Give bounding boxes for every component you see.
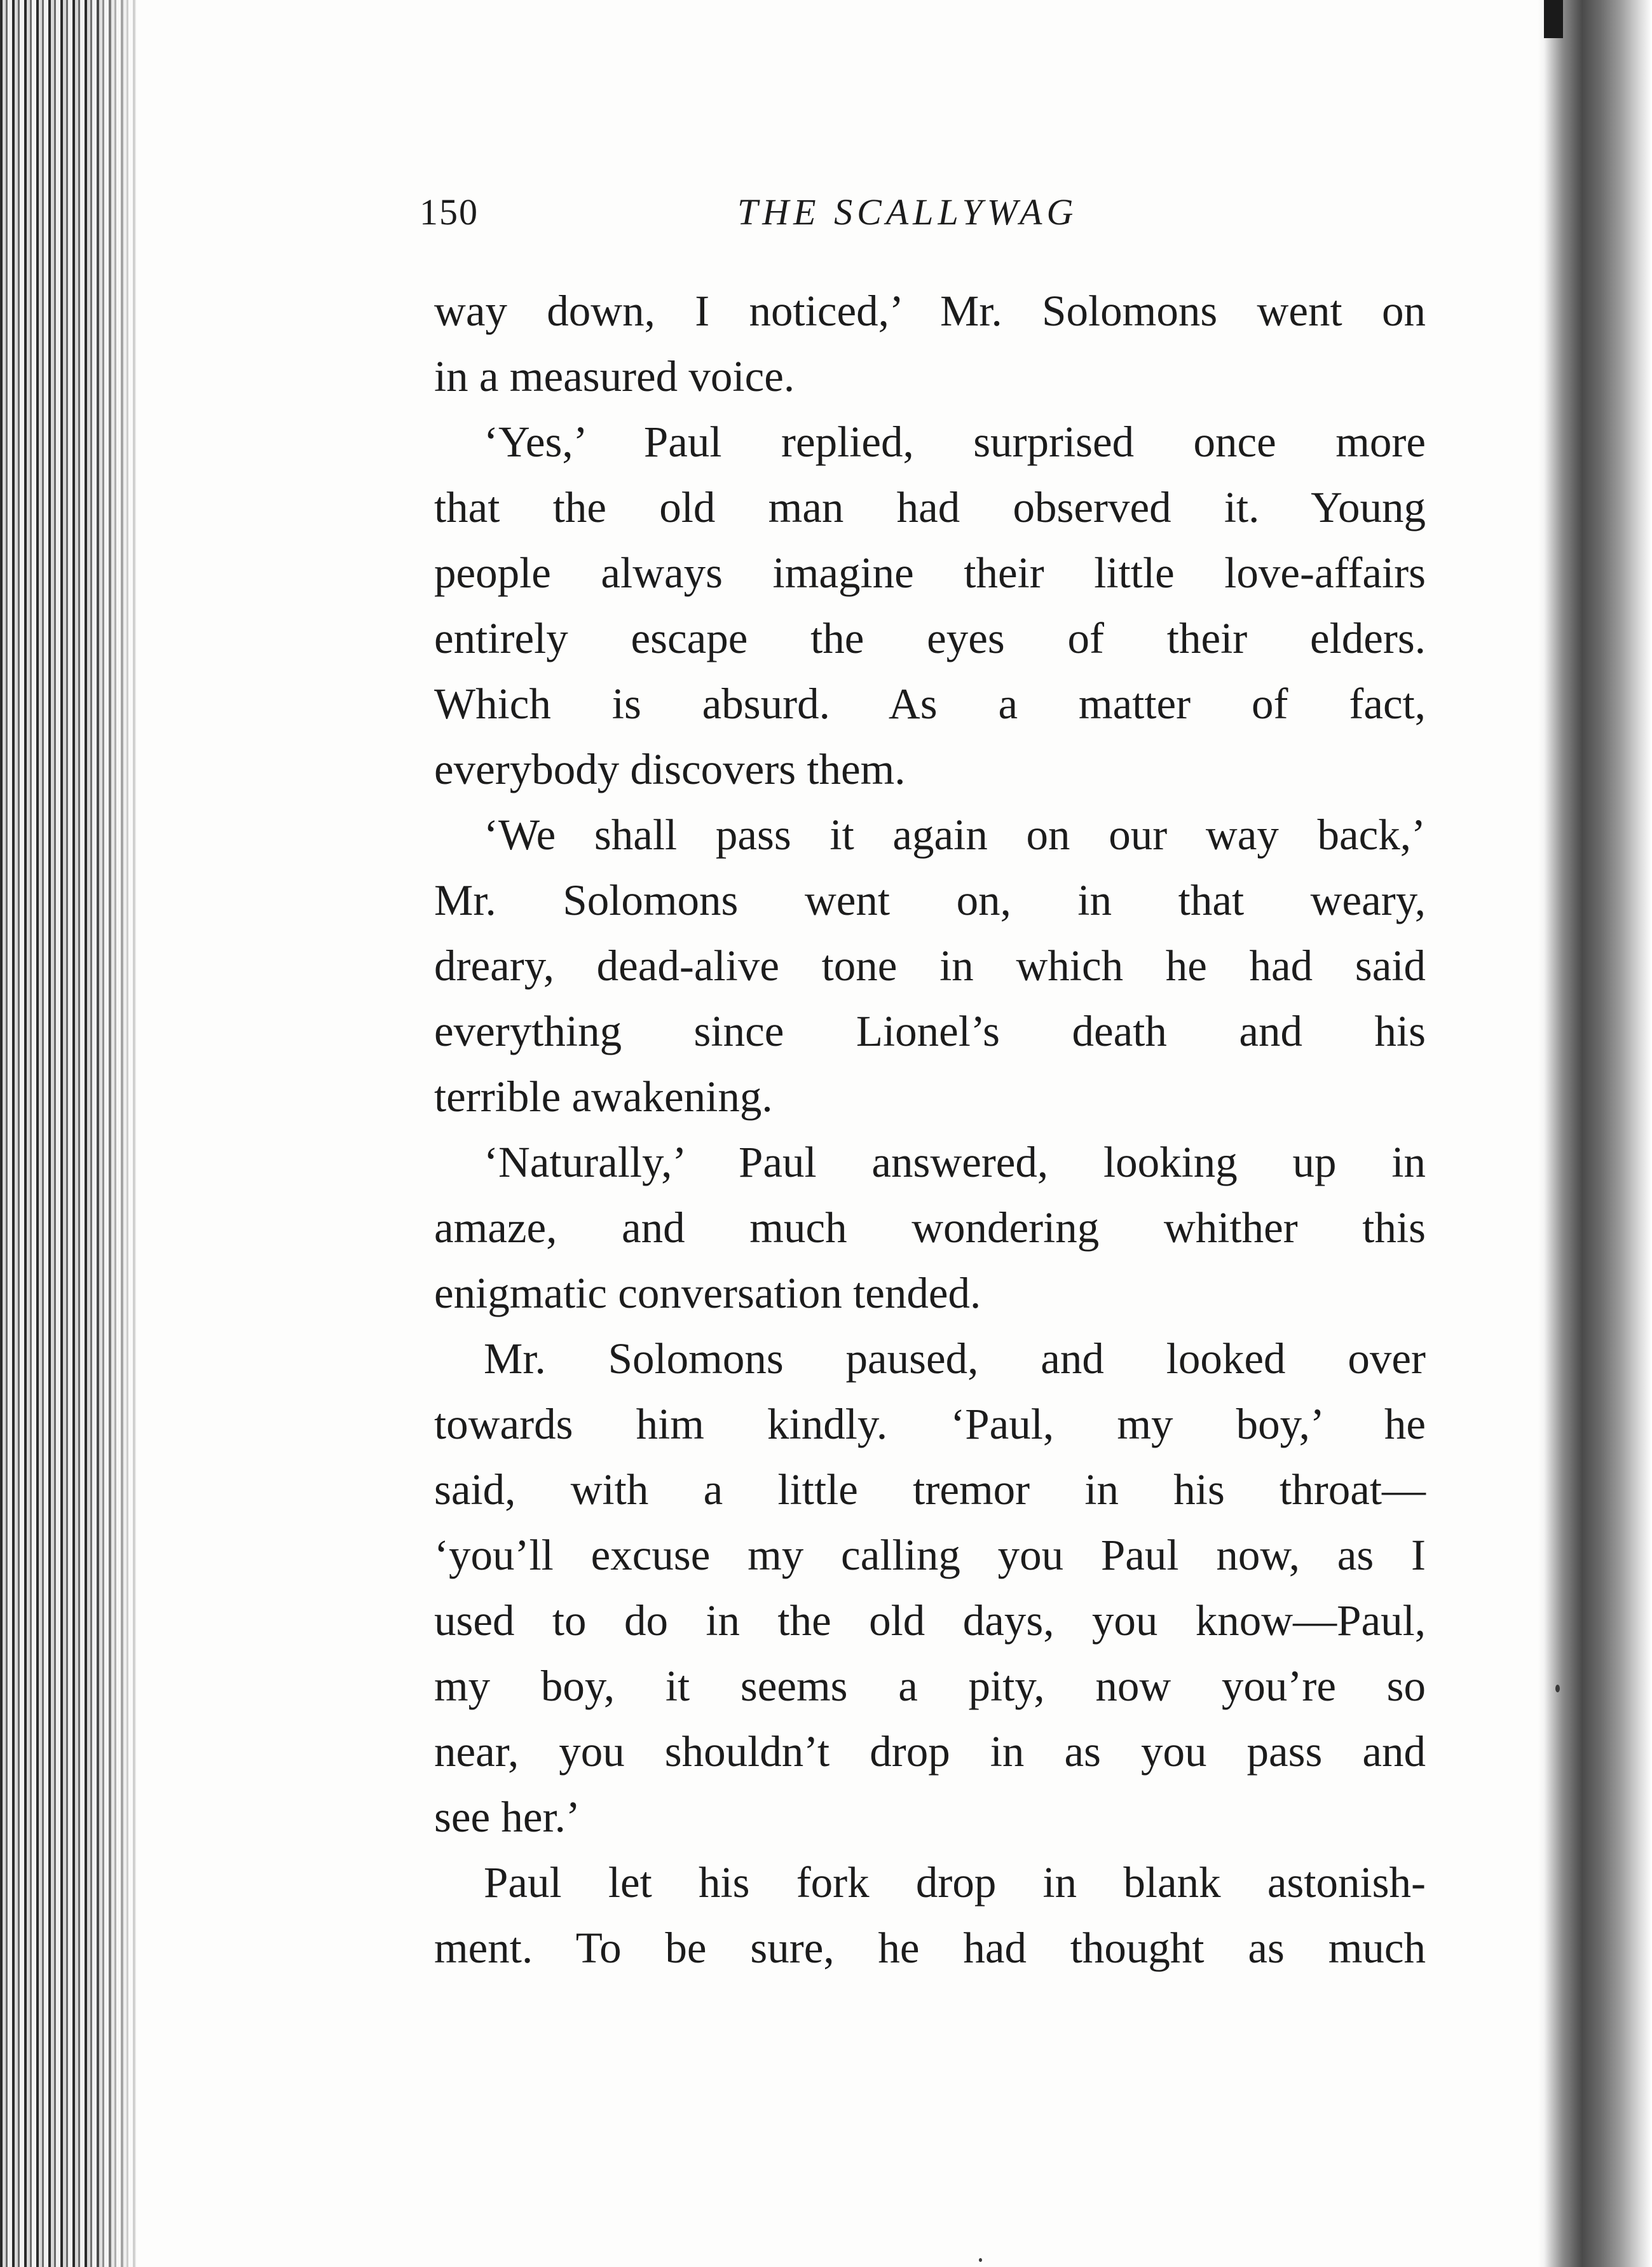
running-head: THE SCALLYWAG (737, 191, 1078, 233)
text-line: amaze, and much wondering whither this (434, 1203, 1426, 1252)
text-line: my boy, it seems a pity, now you’re so (434, 1662, 1426, 1710)
text-line: dreary, dead-alive tone in which he had said (434, 942, 1426, 990)
text-line: terrible awakening. (434, 1072, 773, 1121)
text-line: everything since Lionel’s death and his (434, 1007, 1426, 1055)
paragraph (434, 1850, 1426, 1981)
scan-speck (1555, 1685, 1560, 1692)
text-line: near, you shouldn’t drop in as you pass and (434, 1727, 1426, 1776)
paragraph (434, 278, 1426, 409)
text-line: everybody discovers them. (434, 745, 906, 793)
text-line: ment. To be sure, he had thought as much (434, 1924, 1426, 1972)
text-line: entirely escape the eyes of their elders. (434, 614, 1426, 662)
page-number: 150 (420, 191, 479, 233)
text-line: ‘Naturally,’ Paul answered, looking up in (484, 1138, 1426, 1186)
text-line: said, with a little tremor in his throat— (434, 1465, 1426, 1514)
text-line: Mr. Solomons paused, and looked over (484, 1334, 1426, 1383)
text-line: Mr. Solomons went on, in that weary, (434, 876, 1426, 924)
body-text (434, 278, 1426, 1981)
paragraph (434, 409, 1426, 802)
paragraph (434, 1130, 1426, 1326)
text-line: way down, I noticed,’ Mr. Solomons went on (434, 287, 1426, 335)
text-line: that the old man had observed it. Young (434, 483, 1426, 531)
text-line: see her.’ (434, 1793, 580, 1841)
text-line: ‘We shall pass it again on our way back,’ (484, 811, 1426, 859)
left-gutter-shadow (89, 0, 146, 2267)
paragraph (434, 1326, 1426, 1850)
text-line: people always imagine their little love-affairs (434, 549, 1426, 597)
text-line: Paul let his fork drop in blank astonish- (484, 1858, 1426, 1907)
paragraph (434, 802, 1426, 1130)
text-line: ‘you’ll excuse my calling you Paul now, as I (434, 1531, 1426, 1579)
binding-corner (1544, 0, 1563, 38)
text-line: in a measured voice. (434, 352, 795, 401)
text-line: Which is absurd. As a matter of fact, (434, 680, 1426, 728)
text-line: ‘Yes,’ Paul replied, surprised once more (484, 418, 1426, 466)
page-header (420, 191, 1437, 242)
scan-speck (979, 2258, 982, 2262)
text-line: towards him kindly. ‘Paul, my boy,’ he (434, 1400, 1426, 1448)
text-line: used to do in the old days, you know—Paul, (434, 1596, 1426, 1645)
text-line: enigmatic conversation tended. (434, 1269, 981, 1317)
right-binding-edge (1538, 0, 1652, 2267)
